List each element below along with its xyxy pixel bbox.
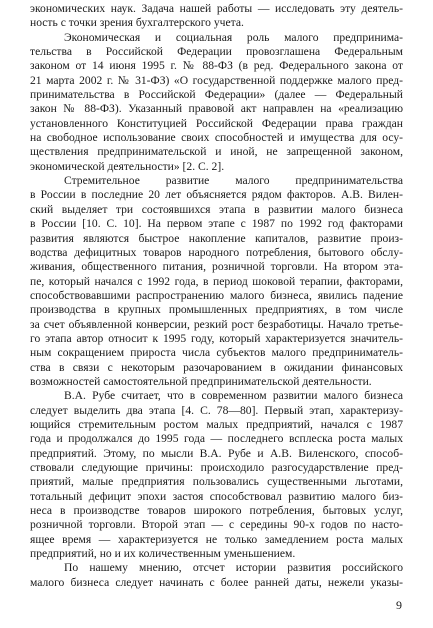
text-line: предприятий, но и их количественным уменьшением. — [30, 547, 296, 561]
text-line: ящее время — характеризуется не только замедлением роста малых — [30, 532, 403, 546]
paragraph-3 — [30, 174, 403, 389]
text-line: экономических наук. Задача нашей работы — исследовать эту деятель- — [30, 2, 403, 15]
text-line: тельства в Российской Федерации провозглашена Федеральным — [30, 45, 403, 59]
text-line: на свободное использование своих способностей и имущества для осу- — [30, 131, 403, 145]
text-line: способствовавшими распространению малого бизнеса, явились падение — [30, 288, 403, 302]
text-line: пе, который начался с 1992 года, в период шоковой терапии, факторами, — [30, 274, 403, 288]
text-line: тотальный дефицит эпохи застоя способствовал развитию малого биз- — [30, 489, 403, 503]
text-line: принимательства в Российской Федерации» (далее — Федеральный — [30, 88, 403, 102]
text-line: Стремительное развитие малого предпринимательства — [64, 174, 403, 188]
text-line: за счет объявленной конверсии, резкий рост безработицы. Начало третье- — [30, 317, 403, 331]
paragraph-1 — [30, 2, 403, 31]
text-line: ства в связи с некоторым разочарованием в ожидании финансовых — [30, 360, 403, 374]
text-line: законом от 14 июня 1995 г. № 88-ФЗ (в ред. Федерального закона от — [30, 59, 403, 73]
text-line: В.А. Рубе считает, что в современном развитии малого бизнеса — [64, 389, 403, 403]
text-line: года и продолжался до 1995 года — последнего всплеска роста малых — [30, 432, 403, 446]
text-line: ным сокращением прироста числа субъектов малого предприниматель- — [30, 346, 403, 360]
text-line: следует выделить два этапа [4. С. 78—80]. Первый этап, характеризу- — [30, 403, 403, 417]
text-line: малого бизнеса следует начинать с более ранней даты, нежели указы- — [30, 575, 403, 589]
text-line: установленного Конституцией Российской Федерации права граждан — [30, 116, 403, 130]
text-line: возможностей самостоятельной предпринимательской деятельности. — [30, 374, 372, 388]
paragraph-4 — [30, 389, 403, 561]
text-line: Экономическая и социальная роль малого предпринима- — [64, 30, 403, 44]
text-line: ствовали следующие причины: происходило разгосударствление пред- — [30, 461, 403, 474]
text-line: го этапа автор относит к 1995 году, который характеризуется значитель- — [30, 331, 403, 345]
text-line: 21 марта 2002 г. № 31-ФЗ) «О государственной поддержке малого пред- — [30, 73, 403, 87]
text-line: закон № 88-ФЗ). Указанный правовой акт направлен на «реализацию — [30, 102, 403, 116]
text-line: в России [10. С. 10]. На первом этапе с 1987 по 1992 год факторами — [30, 217, 403, 231]
text-line: экономической деятельности» [2. С. 2]. — [30, 159, 225, 173]
text-line: розничной торговли. Второй этап — с середины 90-х годов по насто- — [30, 518, 403, 532]
text-line: ющийся стремительным ростом малых предприятий, начался с 1987 — [30, 417, 403, 431]
text-line: ский выделяет три состоявшихся этапа в развитии малого бизнеса — [30, 202, 403, 216]
text-line: в России в последние 20 лет объясняется рядом факторов. А.В. Вилен- — [30, 188, 403, 202]
text-line: приятий, малые предприятия пользовались существенными льготами, — [30, 475, 403, 489]
text-line: живания, общественного питания, розничной торговли. На втором эта- — [30, 260, 403, 274]
page-body — [30, 2, 403, 590]
text-line: предприятий. Этому, по мысли В.А. Рубе и А.В. Виленского, способ- — [30, 446, 403, 460]
text-line: По нашему мнению, отсчет истории развития российского — [64, 561, 403, 575]
page-number: 9 — [396, 598, 402, 612]
text-line: развития являются быстрое накопление капиталов, развитие произ- — [30, 231, 403, 245]
paragraph-5 — [30, 561, 403, 590]
text-line: ность с точки зрения бухгалтерского учета. — [30, 16, 244, 30]
text-line: ществления предпринимательской и иной, не запрещенной законом, — [30, 145, 403, 159]
text-line: неса в производстве товаров широкого потребления, бытовых услуг, — [30, 504, 403, 518]
text-line: водства дефицитных товаров народного потребления, бытового обслу- — [30, 245, 403, 259]
text-line: производства в крупных промышленных предприятиях, в том числе — [30, 303, 403, 317]
paragraph-2 — [30, 31, 403, 174]
